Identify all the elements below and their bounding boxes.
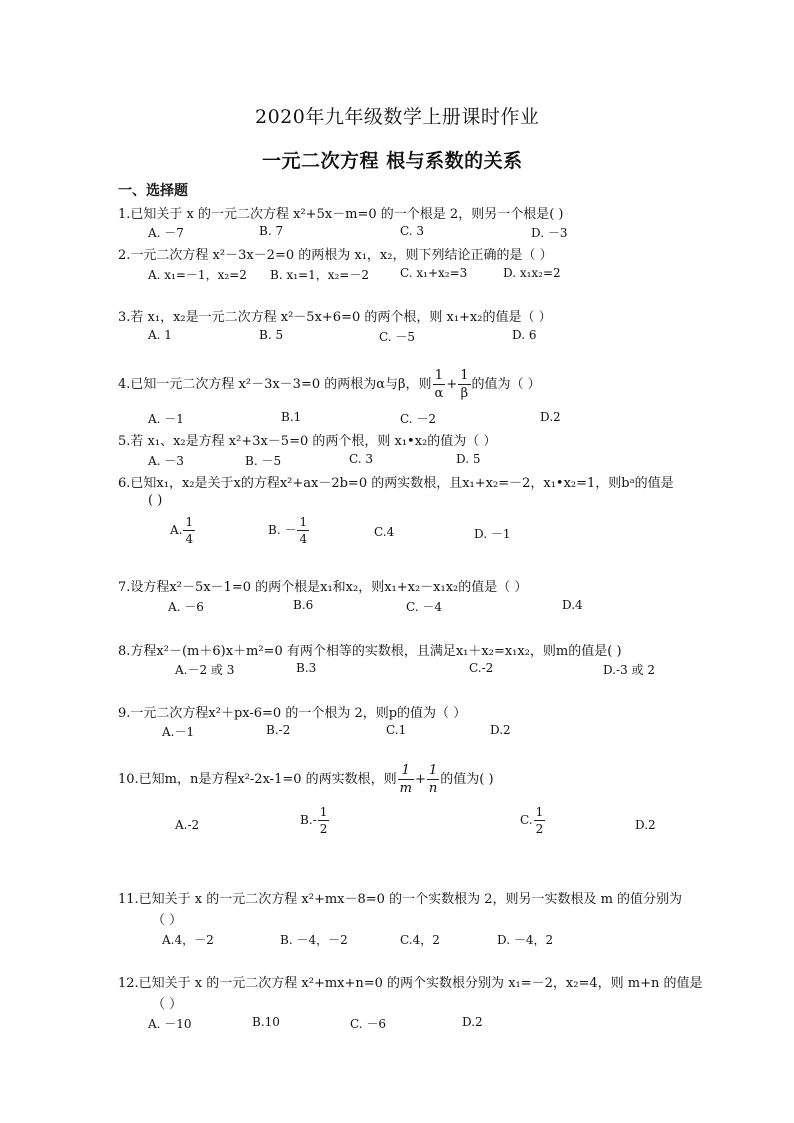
q12-answer-paren: （ ） [152, 997, 183, 1012]
q8-option-a: A.－2 或 3 [175, 663, 235, 677]
question-11: 11.已知关于 x 的一元二次方程 x²+mx－8=0 的一个实数根为 2，则另一实数根及 m 的值分别为 [118, 892, 683, 907]
q11-answer-paren: （ ） [152, 913, 183, 928]
q11-option-a: A.4，－2 [162, 933, 214, 947]
q6-option-a-label: A. [170, 523, 183, 537]
q4-f2-num: 1 [460, 368, 469, 383]
question-6: 6.已知x₁，x₂是关于x的方程x²+ax－2b=0 的两实数根，且x₁+x₂=－2，x₁•x₂=1，则bᵃ的值是 [118, 476, 674, 491]
q2-option-a: A. x₁=－1，x₂=2 [148, 268, 247, 282]
q10-option-a: A.-2 [175, 818, 200, 832]
q1-option-b: B. 7 [259, 224, 284, 238]
q8-option-b: B.3 [296, 661, 317, 675]
q10-f2-num: 1 [427, 764, 439, 780]
q6-a-num: 1 [185, 515, 194, 529]
q2-option-c: C. x₁+x₂=3 [400, 266, 468, 280]
q4-fraction-alpha [433, 369, 446, 400]
q7-option-c: C. －4 [406, 600, 443, 614]
q11-option-c: C.4，2 [400, 933, 440, 947]
q4-option-c: C. －2 [400, 412, 437, 426]
q4-f2-den: β [460, 386, 469, 401]
q12-option-c: C. －6 [350, 1017, 387, 1031]
q4-f1-num: 1 [433, 369, 446, 385]
q12-option-d: D.2 [462, 1015, 483, 1029]
q4-f1-den: α [434, 386, 444, 401]
q2-option-b: B. x₁=1，x₂=－2 [270, 268, 369, 282]
q11-option-d: D. －4，2 [497, 933, 554, 947]
q3-option-d: D. 6 [512, 328, 537, 342]
q10-text-post: 的值为( ) [440, 772, 494, 787]
page-subtitle: 一元二次方程 根与系数的关系 [262, 150, 523, 172]
q9-option-d: D.2 [490, 723, 511, 737]
q10-option-c-fraction [534, 806, 546, 835]
question-8: 8.方程x²－(m＋6)x＋m²=0 有两个相等的实数根，且满足x₁＋x₂=x₁x₂，则m的值是( ) [118, 644, 622, 659]
page-title: 2020年九年级数学上册课时作业 [255, 106, 540, 128]
q4-fraction-beta [458, 369, 470, 400]
q6-option-d: D. －1 [474, 527, 511, 541]
q10-option-b-fraction [318, 806, 330, 835]
question-2: 2.一元二次方程 x²－3x－2=0 的两根为 x₁，x₂，则下列结论正确的是（ ） [118, 248, 553, 263]
q4-option-a: A. －1 [148, 412, 184, 426]
question-9: 9.一元二次方程x²＋px-6=0 的一个根为 2，则p的值为（ ） [118, 706, 467, 721]
q6-option-b-label: B. － [268, 523, 297, 537]
q6-option-a [170, 516, 196, 545]
q8-option-d: D.-3 或 2 [603, 663, 655, 677]
question-10 [118, 764, 494, 795]
q10-fraction-m [398, 764, 414, 795]
q8-option-c: C.-2 [469, 661, 494, 675]
q7-option-d: D.4 [562, 598, 583, 612]
question-1: 1.已知关于 x 的一元二次方程 x²+5x－m=0 的一个根是 2，则另一个根是( ) [118, 207, 564, 222]
q2-option-d: D. x₁x₂=2 [503, 266, 561, 280]
q6-option-a-fraction [183, 516, 195, 545]
q5-option-d: D. 5 [456, 452, 481, 466]
q10-b-den: 2 [319, 822, 328, 836]
q11-option-b: B. －4，－2 [280, 933, 348, 947]
q1-option-a: A. －7 [148, 226, 184, 240]
q10-option-b-label: B.- [300, 813, 317, 827]
q4-option-d: D.2 [540, 410, 561, 424]
q6-option-b-fraction [297, 516, 309, 545]
q3-option-a: A. 1 [148, 328, 172, 342]
q10-option-c-label: C. [520, 813, 533, 827]
q10-option-b [300, 806, 330, 835]
q10-c-num: 1 [535, 805, 544, 819]
q10-option-c [520, 806, 546, 835]
q4-option-b: B.1 [281, 410, 302, 424]
q10-f1-num: 1 [398, 764, 414, 780]
q10-c-den: 2 [535, 822, 544, 836]
q1-option-d: D. －3 [531, 226, 568, 240]
q9-option-a: A.－1 [162, 725, 195, 739]
q9-option-c: C.1 [386, 723, 407, 737]
q10-b-num: 1 [319, 805, 328, 819]
q10-plus: + [414, 772, 426, 787]
q5-option-c: C. 3 [349, 452, 374, 466]
question-7: 7.设方程x²－5x－1=0 的两个根是x₁和x₂，则x₁+x₂－x₁x₂的值是（ ） [118, 580, 528, 595]
q4-text-pre: 4.已知一元二次方程 x²－3x－3=0 的两根为α与β，则 [118, 377, 432, 392]
q6-a-den: 4 [185, 532, 194, 546]
q4-plus: + [446, 377, 458, 392]
q5-option-a: A. －3 [148, 454, 184, 468]
q10-f2-den: n [428, 781, 438, 796]
q9-option-b: B.-2 [266, 723, 291, 737]
q10-option-d: D.2 [635, 818, 656, 832]
q6-b-num: 1 [299, 515, 308, 529]
q7-option-b: B.6 [293, 598, 314, 612]
q7-option-a: A. －6 [168, 600, 204, 614]
question-12: 12.已知关于 x 的一元二次方程 x²+mx+n=0 的两个实数根分别为 x₁=－2，x₂=4，则 m+n 的值是 [118, 976, 703, 991]
question-4 [118, 369, 541, 400]
q10-fraction-n [427, 764, 439, 795]
q3-option-c: C. －5 [379, 330, 416, 344]
question-5: 5.若 x₁、x₂是方程 x²+3x－5=0 的两个根，则 x₁•x₂的值为（ ） [118, 434, 497, 449]
q6-option-b [268, 516, 310, 545]
q3-option-b: B. 5 [259, 328, 284, 342]
q6-answer-paren: ( ) [148, 493, 163, 508]
q6-b-den: 4 [299, 532, 308, 546]
q1-option-c: C. 3 [400, 224, 425, 238]
q12-option-a: A. －10 [148, 1017, 192, 1031]
q10-f1-den: m [399, 781, 412, 796]
question-3: 3.若 x₁，x₂是一元二次方程 x²－5x+6=0 的两个根，则 x₁+x₂的值是（ ） [118, 310, 552, 325]
section-heading: 一、选择题 [118, 183, 188, 199]
q5-option-b: B. －5 [245, 454, 282, 468]
q12-option-b: B.10 [252, 1015, 280, 1029]
q6-option-c: C.4 [374, 525, 395, 539]
q4-text-post: 的值为（ ） [471, 377, 541, 392]
q10-text-pre: 10.已知m，n是方程x²-2x-1=0 的两实数根，则 [118, 772, 397, 787]
